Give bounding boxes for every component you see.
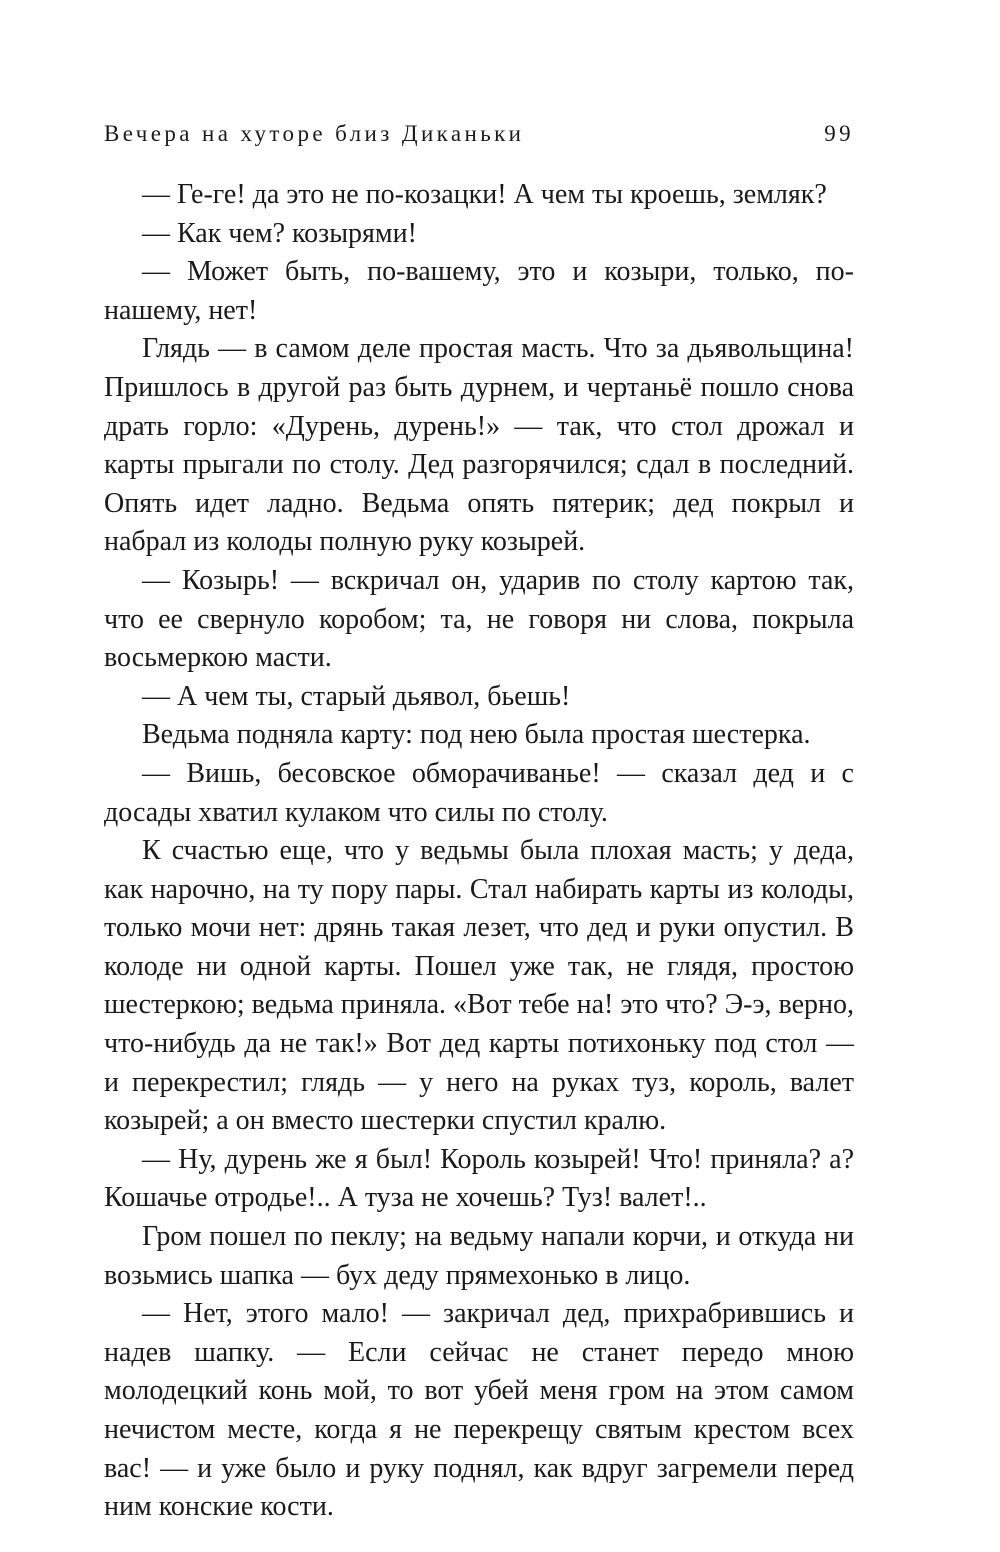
paragraph: — Ну, дурень же я был! Король козырей! Что! приняла? а? Кошачье отродье!.. А туза не хочешь? Туз! валет!..	[104, 1143, 854, 1214]
paragraph: Глядь — в самом деле простая масть. Что за дьявольщина! Пришлось в другой раз быть дурнем, и чертаньё пошло снова драть горло: «Дурень, дурень!» — так, что стол дрожал и карты прыгали по столу. Дед разгорячился; сдал в последний. Опять идет ладно. Ведьма опять пятерик; дед покрыл и набрал из колоды полную руку козырей.	[104, 333, 854, 558]
paragraph: — Козырь! — вскричал он, ударив по столу картою так, что ее свернуло коробом; та, не говоря ни слова, покрыла восьмеркою масти.	[104, 564, 854, 674]
body-text	[104, 176, 854, 1527]
running-head	[104, 118, 854, 158]
paragraph: — Нет, этого мало! — закричал дед, прихрабрившись и надев шапку. — Если сейчас не станет передо мною молодецкий конь мой, то вот убей меня гром на этом самом нечистом месте, когда я не перекрещу святым крестом всех вас! — и уже было и руку поднял, как вдруг загремели перед ним конские кости.	[104, 1298, 854, 1523]
paragraph: — Может быть, по-вашему, это и козыри, только, по-нашему, нет!	[104, 256, 854, 326]
page-number: 99	[824, 121, 854, 146]
paragraph: — Как чем? козырями!	[142, 217, 417, 249]
running-title: Вечера на хуторе близ Диканьки	[104, 121, 525, 146]
paragraph: К счастью еще, что у ведьмы была плохая масть; у деда, как нарочно, на ту пору пары. Стал набирать карты из колоды, только мочи нет: дрянь такая лезет, что дед и руки опустил. В колоде ни одной карты. Пошел уже так, не глядя, простою шестеркою; ведьма приняла. «Вот тебе на! это что? Э-э, верно, что-нибудь да не так!» Вот дед карты потихоньку под стол — и перекрестил; глядь — у него на руках туз, король, валет козырей; а он вместо шестерки спустил кралю.	[104, 835, 854, 1137]
paragraph: — Ге-ге! да это не по-козацки! А чем ты кроешь, земляк?	[142, 179, 827, 210]
paragraph: — Вишь, бесовское обморачиванье! — сказал дед и с досады хватил кулаком что силы по столу.	[104, 757, 854, 828]
paragraph: Ведьма подняла карту: под нею была простая шестерка.	[142, 719, 811, 751]
paragraph: — А чем ты, старый дьявол, бьешь!	[142, 680, 571, 712]
paragraph: Гром пошел по пеклу; на ведьму напали корчи, и откуда ни возьмись шапка — бух деду прямехонько в лицо.	[104, 1221, 854, 1291]
